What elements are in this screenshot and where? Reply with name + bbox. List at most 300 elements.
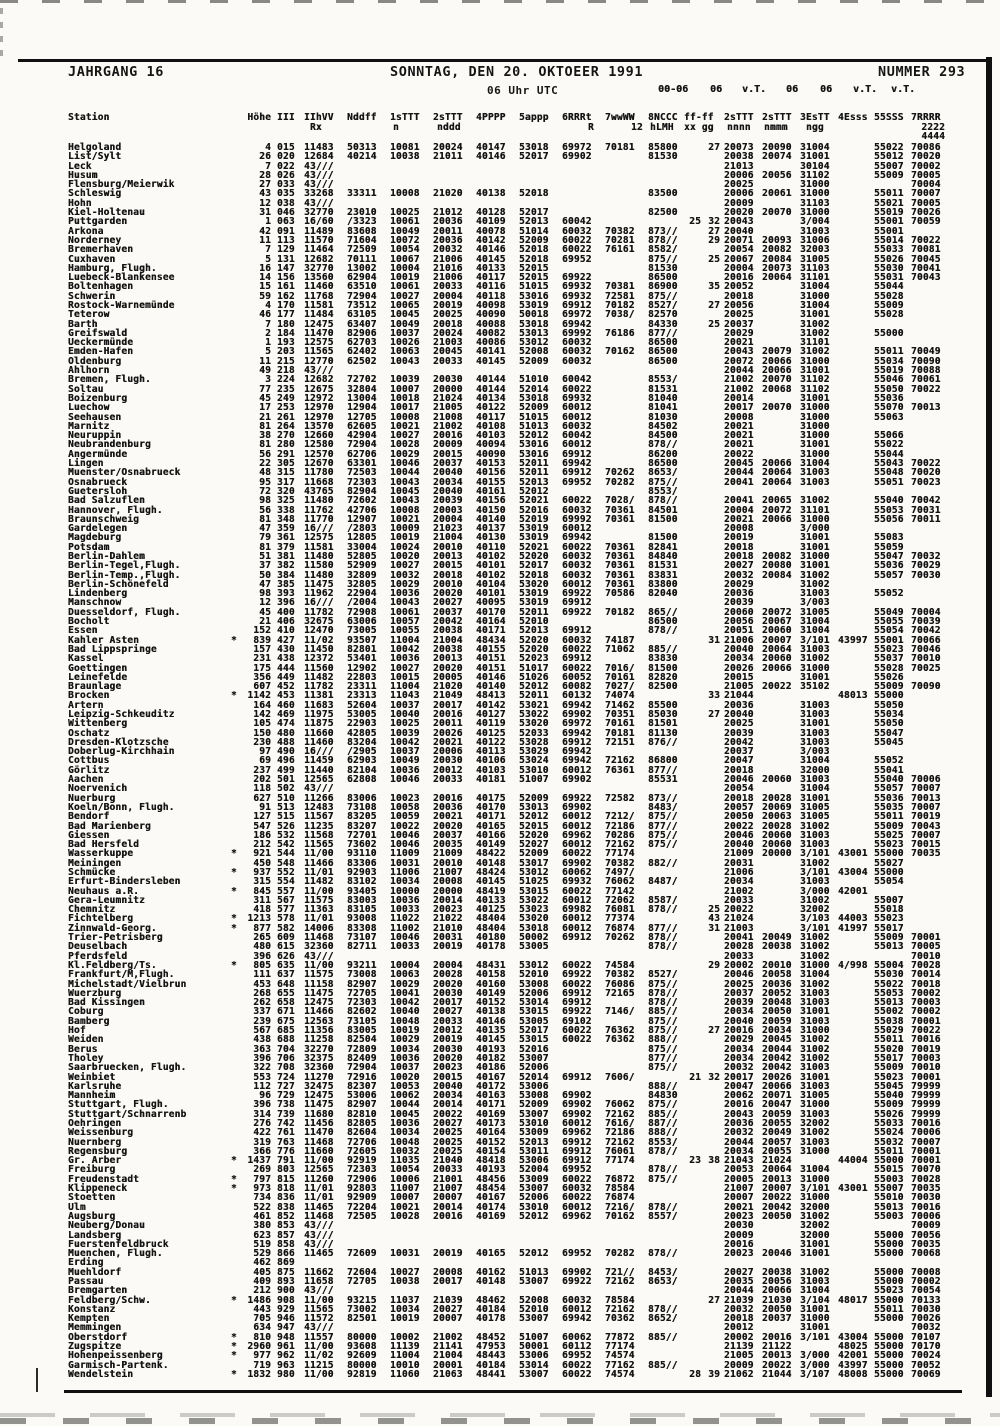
cell-ngg: 31103	[800, 262, 830, 274]
cell-nccc8: 876//	[648, 736, 678, 748]
column-header: 4Esss	[838, 112, 868, 123]
cell-rrrt6: 60012	[562, 1303, 592, 1315]
column-subheader: 2222	[921, 121, 945, 133]
cell-appp5: 51013	[519, 420, 549, 432]
cell-rrrr7: 70066	[911, 634, 941, 646]
cell-appp5: 50002	[519, 932, 549, 944]
cell-ngg: 31102	[800, 374, 830, 386]
cell-rrrr7: 70039	[911, 616, 941, 628]
cell-tttt2: 20030	[433, 755, 463, 767]
cell-iihvv: 11/00	[304, 1368, 334, 1380]
cell-rrrt6: 60012	[562, 578, 592, 590]
cell-pppp4: 48418	[476, 1155, 506, 1167]
cell-ff-gg: 27	[708, 1294, 720, 1306]
cell-iihvv: 11/00	[304, 1341, 334, 1353]
cell-nnnn: 20034	[724, 876, 754, 888]
cell-nddff: 12907	[347, 513, 377, 525]
cell-nddff: 83105	[347, 904, 377, 916]
cell-pppp4: 40103	[476, 430, 506, 442]
cell-station: Berlin-Tegel,Flugh.	[68, 560, 181, 572]
cell-iihvv: 11258	[304, 1034, 334, 1046]
cell-nddff: 72604	[347, 1266, 377, 1278]
cell-rrrt6: 60022	[562, 1359, 592, 1371]
cell-hoehe: 1213	[247, 913, 271, 925]
cell-tttt1: 10054	[390, 1164, 420, 1176]
cell-ngg: 31003	[800, 1062, 830, 1074]
cell-station: Gr. Arber	[68, 1155, 122, 1167]
cell-nnnn: 20040	[724, 839, 754, 851]
cell-station: Arkona	[68, 225, 104, 237]
cell-wwww7: 76362	[605, 1025, 635, 1037]
cell-sss55: 55037	[874, 653, 904, 665]
cell-pppp4: 40130	[476, 532, 506, 544]
cell-nnnn: 20047	[724, 755, 754, 767]
cell-nddff: 82904	[347, 485, 377, 497]
cell-nccc8: 8487/	[648, 876, 678, 888]
cell-wwww7: 7616/	[605, 1117, 635, 1129]
cell-sss55: 55026	[874, 1108, 904, 1120]
cell-appp5: 51007	[519, 1331, 549, 1343]
cell-tttt2: 20030	[433, 374, 463, 386]
cell-tttt2: 20027	[433, 1006, 463, 1018]
cell-rrrr7: 70002	[911, 987, 941, 999]
cell-rrrr7: 70004	[911, 606, 941, 618]
cell-tttt1: 10034	[390, 1303, 420, 1315]
cell-iihvv: 43///	[304, 179, 334, 191]
cell-tttt1: 10015	[390, 671, 420, 683]
cell-iihvv: 11768	[304, 290, 334, 302]
bottom-border-rule	[64, 1390, 962, 1393]
cell-nddff: 82307	[347, 1080, 377, 1092]
cell-nnnn: 20045	[724, 458, 754, 470]
cell-pppp4: 40145	[476, 876, 506, 888]
cell-iii: 510	[277, 792, 295, 804]
cell-nddff: 53006	[347, 1090, 377, 1102]
cell-appp5: 52018	[519, 188, 549, 200]
cell-nnnn: 20004	[724, 262, 754, 274]
cell-iii: 615	[277, 941, 295, 953]
cell-nddff: 63510	[347, 281, 377, 293]
cell-sss55: 55052	[874, 755, 904, 767]
cell-nccc8: 875//	[648, 1043, 678, 1055]
cell-pppp4: 40146	[476, 244, 506, 256]
cell-appp5: 53016	[519, 439, 549, 451]
cell-nccc8: 878//	[648, 1303, 678, 1315]
cell-nccc8: 875//	[648, 829, 678, 841]
cell-tttt1: 10022	[390, 820, 420, 832]
cell-tttt1: 10049	[390, 755, 420, 767]
cell-nccc8: 83831	[648, 569, 678, 581]
cell-rrrr7: 70170	[911, 1341, 941, 1353]
cell-rrrr7: 70023	[911, 476, 941, 488]
cell-nddff: 62808	[347, 774, 377, 786]
cell-ngg: 31004	[800, 625, 830, 637]
cell-hoehe: 422	[253, 1127, 271, 1139]
cell-sss55: 55011	[874, 1034, 904, 1046]
cell-pppp4: 40153	[476, 458, 506, 470]
cell-tttt2: 20025	[433, 1136, 463, 1148]
cell-hoehe: 705	[253, 1313, 271, 1325]
cell-iii: 791	[277, 1155, 295, 1167]
cell-rrrt6: 60032	[562, 1294, 592, 1306]
cell-iii: 015	[277, 142, 295, 153]
cell-tttt2: 20017	[433, 1275, 463, 1287]
cell-ngg: 31002	[800, 894, 830, 906]
cell-rrrt6: 60022	[562, 848, 592, 860]
cell-rrrr7: 70003	[911, 1052, 941, 1064]
cell-tttt1: 10040	[390, 1006, 420, 1018]
cell-sss55: 55022	[874, 439, 904, 451]
cell-tttt1: 10041	[390, 987, 420, 999]
cell-iii: 893	[277, 1275, 295, 1287]
cell-nccc8: 885//	[648, 1006, 678, 1018]
cell-rrrt6: 60022	[562, 978, 592, 990]
cell-ngg: 31001	[800, 671, 830, 683]
cell-pppp4: 48404	[476, 913, 506, 925]
cell-nnnn: 20043	[724, 216, 754, 228]
cell-nnnn: 20021	[724, 513, 754, 525]
cell-sss55: 55040	[874, 495, 904, 507]
cell-sss55: 55011	[874, 188, 904, 200]
cell-wwww7: 76874	[605, 922, 635, 934]
cell-pppp4: 40165	[476, 820, 506, 832]
cell-appp5: 53029	[519, 746, 549, 758]
cell-ngg: 31001	[800, 1322, 830, 1334]
cell-station: Bremerhaven	[68, 244, 134, 256]
cell-iii: 474	[277, 718, 295, 730]
cell-ngg: 31004	[800, 281, 830, 293]
cell-iii: 382	[277, 560, 295, 572]
cell-rrrr7: 70054	[911, 1285, 941, 1297]
cell-appp5: 52012	[519, 1248, 549, 1260]
cell-ngg: 31000	[800, 662, 830, 674]
cell-nddff: 92819	[347, 1368, 377, 1380]
cell-pppp4: 40104	[476, 578, 506, 590]
cell-nmmm: 20064	[762, 476, 792, 488]
cell-rrrt6: 60022	[562, 495, 592, 507]
cell-iii: 253	[277, 402, 295, 414]
cell-hoehe: 1437	[247, 1155, 271, 1167]
cell-iihvv: 11356	[304, 1025, 334, 1037]
cell-nnnn: 20037	[724, 318, 754, 330]
cell-nmmm: 20036	[762, 978, 792, 990]
cell-wwww7: 76062	[605, 1099, 635, 1111]
cell-nnnn: 21044	[724, 690, 754, 702]
cell-pppp4: 40180	[476, 932, 506, 944]
cell-nnnn: 20034	[724, 653, 754, 665]
cell-marker: *	[231, 1368, 237, 1380]
cell-rrrt6: 69952	[562, 1164, 592, 1176]
cell-ngg: 3/000	[800, 885, 830, 897]
cell-tttt2: 20042	[433, 616, 463, 628]
cell-nccc8: 878//	[648, 1145, 678, 1157]
cell-ngg: 31005	[800, 811, 830, 823]
cell-wwww7: 74187	[605, 634, 635, 646]
cell-nnnn: 20027	[724, 560, 754, 572]
cell-hoehe: 973	[253, 1183, 271, 1195]
cell-wwww7: 74074	[605, 690, 635, 702]
cell-nmmm: 20072	[762, 606, 792, 618]
cell-rrrt6: 69952	[562, 1350, 592, 1362]
cell-ff-gg: 29	[708, 234, 720, 246]
cell-nmmm: 21044	[762, 1368, 792, 1380]
cell-nddff: 32805	[347, 578, 377, 590]
cell-appp5: 53024	[519, 755, 549, 767]
cell-tttt1: 10059	[390, 811, 420, 823]
cell-iii: 502	[277, 783, 295, 795]
cell-ff-gg: 43	[708, 913, 720, 925]
cell-ngg: 31000	[800, 402, 830, 414]
cell-station: Angermünde	[68, 448, 128, 460]
cell-iihvv: 12575	[304, 337, 334, 349]
cell-iihvv: 11565	[304, 839, 334, 851]
cell-nddff: 93211	[347, 959, 377, 971]
cell-appp5: 53015	[519, 885, 549, 897]
cell-marker: *	[231, 885, 237, 897]
cell-iii: 946	[277, 1313, 295, 1325]
cell-tttt2: 21040	[433, 1155, 463, 1167]
cell-sss55: 55017	[874, 1052, 904, 1064]
cell-hoehe: 2	[265, 327, 271, 339]
cell-rrrr7: 70014	[911, 969, 941, 981]
cell-sss55: 55055	[874, 616, 904, 628]
cell-wwww7: 70181	[605, 727, 635, 739]
cell-sss55: 55029	[874, 1025, 904, 1037]
cell-nmmm: 20047	[762, 1099, 792, 1111]
cell-appp5: 53009	[519, 1173, 549, 1185]
cell-wwww7: 77162	[605, 1359, 635, 1371]
cell-sss55: 55034	[874, 355, 904, 367]
cell-station: Landsberg	[68, 1229, 122, 1241]
cell-wwww7: 72162	[605, 1136, 635, 1148]
cell-tttt2: 20032	[433, 244, 463, 256]
cell-iii: 249	[277, 392, 295, 404]
cell-hoehe: 450	[253, 857, 271, 869]
cell-nccc8: 877//	[648, 820, 678, 832]
cell-pppp4: 40178	[476, 1313, 506, 1325]
cell-sss55: 55001	[874, 216, 904, 228]
cell-tttt1: 10048	[390, 1015, 420, 1027]
cell-nccc8: 86900	[648, 281, 678, 293]
cell-hoehe: 461	[253, 1210, 271, 1222]
cell-tttt1: 10039	[390, 374, 420, 386]
cell-station: Seehausen	[68, 411, 122, 423]
cell-station: Wittenberg	[68, 718, 128, 730]
cell-rrrt6: 60012	[562, 913, 592, 925]
cell-tttt2: 20033	[433, 355, 463, 367]
cell-hoehe: 152	[253, 625, 271, 637]
cell-iihvv: 43///	[304, 365, 334, 377]
cell-pppp4: 40101	[476, 560, 506, 572]
cell-iii: 359	[277, 523, 295, 535]
cell-tttt1: 11004	[390, 681, 420, 693]
cell-nddff: 53401	[347, 653, 377, 665]
cell-iii: 438	[277, 653, 295, 665]
cell-nnnn: 20040	[724, 1015, 754, 1027]
cell-station: Soltau	[68, 383, 104, 395]
cell-tttt2: 21011	[433, 151, 463, 163]
cell-iihvv: 11468	[304, 932, 334, 944]
cell-nmmm: 20079	[762, 346, 792, 358]
cell-station: Zugspitze	[68, 1341, 122, 1353]
cell-pppp4: 40138	[476, 188, 506, 200]
cell-iii: 396	[277, 597, 295, 609]
cell-nddff: 12805	[347, 532, 377, 544]
cell-hoehe: 96	[259, 1090, 271, 1102]
cell-sss55: 55041	[874, 764, 904, 776]
cell-rrrt6: 60062	[562, 867, 592, 878]
cell-pppp4: 40117	[476, 411, 506, 423]
cell-appp5: 52019	[519, 513, 549, 525]
cell-sss55: 55009	[874, 1062, 904, 1074]
cell-tttt1: 10027	[390, 430, 420, 442]
cell-hoehe: 11	[259, 234, 271, 246]
cell-pppp4: 40145	[476, 355, 506, 367]
cell-wwww7: 70586	[605, 588, 635, 600]
cell-nnnn: 20033	[724, 950, 754, 962]
cell-iii: 384	[277, 569, 295, 581]
cell-tttt1: 10045	[390, 1108, 420, 1120]
cell-tttt1: 10039	[390, 727, 420, 739]
cell-rrrt6: 69942	[562, 746, 592, 758]
cell-pppp4: 40125	[476, 904, 506, 916]
cell-ngg: 3/000	[800, 1350, 830, 1362]
cell-hoehe: 175	[253, 662, 271, 674]
cell-nnnn: 20018	[724, 792, 754, 804]
cell-rrrt6: 69942	[562, 699, 592, 711]
cell-iii: 688	[277, 1034, 295, 1046]
cell-tttt1: 10027	[390, 290, 420, 302]
cell-nddff: 42805	[347, 727, 377, 739]
cell-tttt2: 20004	[433, 513, 463, 525]
cell-nccc8: 82570	[648, 309, 678, 321]
cell-appp5: 53010	[519, 1201, 549, 1213]
cell-appp5: 53006	[519, 1350, 549, 1362]
cell-pppp4: 40172	[476, 1080, 506, 1092]
cell-station: Stuttgart/Schnarrenb	[68, 1108, 187, 1120]
cell-rrrt6: 69942	[562, 532, 592, 544]
cell-sss55: 55036	[874, 792, 904, 804]
cell-pppp4: 40193	[476, 1164, 506, 1176]
cell-iii: 866	[277, 1248, 295, 1260]
cell-hoehe: 50	[259, 569, 271, 581]
cell-nccc8: 81030	[648, 411, 678, 423]
cell-station: Fichtelberg	[68, 913, 134, 925]
cell-iii: 658	[277, 997, 295, 1009]
cell-ngg: 3/000	[800, 523, 830, 535]
cell-ngg: 31003	[800, 876, 830, 888]
cell-nccc8: 86500	[648, 355, 678, 367]
cell-rrrt6: 60042	[562, 216, 592, 228]
cell-tttt1: 10028	[390, 1210, 420, 1222]
cell-rrrt6: 69912	[562, 1136, 592, 1148]
cell-nmmm: 20050	[762, 1210, 792, 1222]
cell-nnnn: 20038	[724, 151, 754, 163]
cell-nccc8: 875//	[648, 1099, 678, 1111]
cell-pppp4: 48434	[476, 634, 506, 646]
cell-iihvv: 11762	[304, 504, 334, 516]
cell-appp5: 52020	[519, 634, 549, 646]
cell-nnnn: 20018	[724, 764, 754, 776]
period-label: 06	[786, 84, 799, 95]
cell-rrrt6: 60022	[562, 885, 592, 897]
cell-nmmm: 20065	[762, 495, 792, 507]
cell-station: Garmisch-Partenk.	[68, 1359, 169, 1371]
cell-nnnn: 20021	[724, 337, 754, 349]
cell-pppp4: 40178	[476, 941, 506, 953]
cell-pppp4: 40113	[476, 746, 506, 758]
cell-nmmm: 21122	[762, 1341, 792, 1353]
cell-wwww7: 70282	[605, 1248, 635, 1260]
cell-sss55: 55011	[874, 346, 904, 358]
cell-ngg: 31001	[800, 392, 830, 404]
cell-station: Potsdam	[68, 541, 110, 553]
cell-ngg: 3/104	[800, 1294, 830, 1306]
cell-ff-gg: 32	[708, 216, 720, 228]
cell-tttt2: 20004	[433, 290, 463, 302]
cell-tttt2: 20020	[433, 978, 463, 990]
cell-rrrt6: 69992	[562, 327, 592, 339]
cell-sss55: 55036	[874, 560, 904, 572]
cell-tttt1: 10081	[390, 142, 420, 153]
cell-nccc8: 888//	[648, 1034, 678, 1046]
cell-ff-gg: 25	[708, 253, 720, 265]
cell-iii: 548	[277, 857, 295, 869]
cell-rrrr7: 70029	[911, 560, 941, 572]
cell-nccc8: 84840	[648, 550, 678, 562]
cell-appp5: 53018	[519, 318, 549, 330]
cell-pppp4: 40103	[476, 764, 506, 776]
cell-iihvv: 11266	[304, 792, 334, 804]
cell-ngg: 31002	[800, 1052, 830, 1064]
cell-tttt1: 10072	[390, 234, 420, 246]
cell-rrrr7: 70026	[911, 1313, 941, 1325]
cell-nddff: 72916	[347, 1071, 377, 1083]
cell-hoehe: 438	[253, 1034, 271, 1046]
cell-tttt2: 20010	[433, 857, 463, 869]
cell-hoehe: 81	[259, 420, 271, 432]
cell-nnnn: 20032	[724, 1303, 754, 1315]
cell-pppp4: 40098	[476, 300, 506, 311]
cell-appp5: 52021	[519, 541, 549, 553]
cell-sss55: 55031	[874, 272, 904, 284]
cell-iihvv: 11680	[304, 1108, 334, 1120]
cell-nnnn: 20017	[724, 1071, 754, 1083]
column-header: ff-ff	[684, 112, 714, 123]
cell-hoehe: 529	[253, 1248, 271, 1260]
cell-tttt1: 11022	[390, 913, 420, 925]
cell-hoehe: 105	[253, 718, 271, 730]
cell-iii: 552	[277, 867, 295, 878]
cell-station: Berlin-Dahlem	[68, 550, 145, 562]
table-row	[0, 942, 1000, 951]
cell-iihvv: 11470	[304, 1127, 334, 1139]
cell-station: Karlsruhe	[68, 1080, 122, 1092]
cell-pppp4: 40184	[476, 1303, 506, 1315]
cell-ngg: 31002	[800, 978, 830, 990]
cell-rrrt6: 60022	[562, 1025, 592, 1037]
cell-station: Bendorf	[68, 811, 110, 823]
cell-nddff: /3323	[347, 216, 377, 228]
cell-tttt1: 10017	[390, 402, 420, 414]
cell-tttt2: 20038	[433, 625, 463, 637]
cell-pppp4: 40164	[476, 1127, 506, 1139]
cell-rrrt6: 60022	[562, 662, 592, 674]
cell-hoehe: 3	[265, 374, 271, 386]
cell-nccc8: 885//	[648, 1359, 678, 1371]
cell-iihvv: 32675	[304, 616, 334, 628]
cell-tttt2: 20018	[433, 318, 463, 330]
